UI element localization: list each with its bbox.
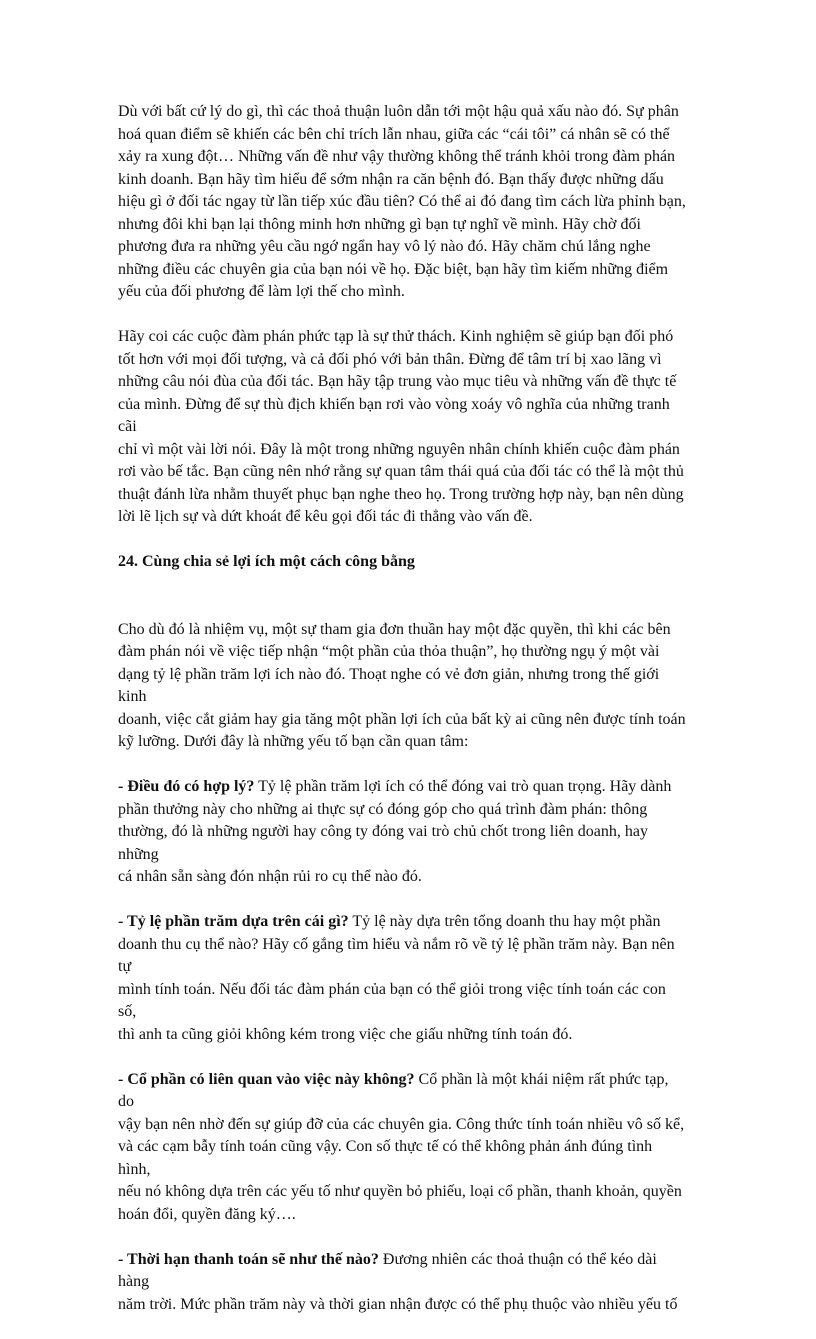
text-line <box>118 1249 688 1294</box>
list-item-percentage-basis <box>118 911 688 1046</box>
text-line: nhưng đôi khi bạn lại thông minh hơn những gì bạn tự nghĩ về mình. Hãy chờ đối <box>118 215 641 233</box>
item-text: Cổ phần là một khái niệm rất phức tạp, do <box>118 1070 669 1110</box>
text-line <box>118 911 688 934</box>
text-line: thì anh ta cũng giỏi không kém trong việc che giấu những tính toán đó. <box>118 1025 573 1043</box>
list-item-payment-term <box>118 1249 688 1317</box>
text-line: thường, đó là những người hay công ty đóng vai trò chủ chốt trong liên doanh, hay những <box>118 823 648 863</box>
text-line: kinh doanh. Bạn hãy tìm hiểu để sớm nhận ra căn bệnh đó. Bạn thấy được những dấu <box>118 170 664 188</box>
item-lead: - Thời hạn thanh toán sẽ như thế nào? <box>118 1250 379 1268</box>
item-text: Tỷ lệ phần trăm lợi ích có thể đóng vai trò quan trọng. Hãy dành <box>254 778 672 795</box>
section-heading: 24. Cùng chia sẻ lợi ích một cách công bằng <box>118 553 415 570</box>
text-line: thuật đánh lừa nhằm thuyết phục bạn nghe theo họ. Trong trường hợp này, bạn nên dùng <box>118 485 684 503</box>
text-line: Hãy coi các cuộc đàm phán phức tạp là sự thử thách. Kinh nghiệm sẽ giúp bạn đối phó <box>118 328 674 345</box>
text-line: dạng tỷ lệ phần trăm lợi ích nào đó. Thoạt nghe có vẻ đơn giản, nhưng trong thế giới kinh <box>118 665 660 705</box>
text-line: vậy bạn nên nhờ đến sự giúp đỡ của các chuyên gia. Công thức tính toán nhiều vô số kể, <box>118 1115 685 1133</box>
spacer <box>118 574 688 619</box>
text-line: mình tính toán. Nếu đối tác đàm phán của bạn có thể giỏi trong việc tính toán các con số, <box>118 980 666 1020</box>
item-lead: - Cổ phần có liên quan vào việc này không? <box>118 1070 415 1088</box>
text-line: doanh, việc cắt giảm hay gia tăng một phần lợi ích của bất kỳ ai cũng nên được tính toán <box>118 710 686 728</box>
text-line: Cho dù đó là nhiệm vụ, một sự tham gia đơn thuần hay một đặc quyền, thì khi các bên <box>118 620 671 638</box>
text-line: tốt hơn với mọi đối tượng, và cả đối phó với bản thân. Đừng để tâm trí bị xao lãng vì <box>118 350 662 368</box>
text-line: và các cạm bẫy tính toán cũng vậy. Con số thực tế có thể không phản ánh đúng tình hình, <box>118 1138 653 1178</box>
text-line: lời lẽ lịch sự và dứt khoát để kêu gọi đối tác đi thẳng vào vấn đề. <box>118 508 533 525</box>
item-text: Đương nhiên các thoả thuận có thể kéo dài hàng <box>118 1250 657 1290</box>
text-line: yếu của đối phương để làm lợi thế cho mình. <box>118 283 405 300</box>
text-line: rơi vào bế tắc. Bạn cũng nên nhớ rằng sự quan tâm thái quá của đối tác có thể là một thủ <box>118 463 684 480</box>
text-line: những câu nói đùa của đối tác. Bạn hãy tập trung vào mục tiêu và những vấn đề thực tế <box>118 373 677 390</box>
text-line: Dù với bất cứ lý do gì, thì các thoả thuận luôn dẫn tới một hậu quả xấu nào đó. Sự phân <box>118 103 679 120</box>
text-line: cá nhân sẵn sàng đón nhận rủi ro cụ thể nào đó. <box>118 868 422 885</box>
text-line: hoán đổi, quyền đăng ký…. <box>118 1205 296 1223</box>
document-page <box>118 101 688 1339</box>
text-line: năm trời. Mức phần trăm này và thời gian nhận được có thể phụ thuộc vào nhiều yếu tố <box>118 1295 678 1313</box>
item-lead: - Điều đó có hợp lý? <box>118 778 255 795</box>
text-line <box>118 776 688 799</box>
item-text: Tỷ lệ này dựa trên tổng doanh thu hay một phần <box>348 913 661 930</box>
list-item-reasonable <box>118 776 688 889</box>
text-line <box>118 1069 688 1114</box>
paragraph-intro <box>118 619 688 754</box>
text-line: phương đưa ra những yêu cầu ngớ ngẩn hay vô lý nào đó. Hãy chăm chú lắng nghe <box>118 238 651 255</box>
list-item-equity <box>118 1069 688 1227</box>
text-line: của mình. Đừng để sự thù địch khiến bạn rơi vào vòng xoáy vô nghĩa của những tranh cãi <box>118 395 670 435</box>
paragraph-consequences <box>118 101 688 304</box>
paragraph-challenge <box>118 326 688 529</box>
text-line: hoá quan điểm sẽ khiến các bên chỉ trích lẫn nhau, giữa các “cái tôi” cá nhân sẽ có thể <box>118 125 670 143</box>
text-line: doanh thu cụ thể nào? Hãy cố gắng tìm hiểu và nắm rõ về tỷ lệ phần trăm này. Bạn nên tự <box>118 935 675 975</box>
text-line: nếu nó không dựa trên các yếu tố như quyền bỏ phiếu, loại cổ phần, thanh khoản, quyền <box>118 1183 682 1200</box>
text-line: những điều các chuyên gia của bạn nói về họ. Đặc biệt, bạn hãy tìm kiếm những điểm <box>118 260 669 278</box>
text-line: xảy ra xung đột… Những vấn đề như vậy thường không thể tránh khỏi trong đàm phán <box>118 148 676 165</box>
text-line: đàm phán nói về việc tiếp nhận “một phần của thỏa thuận”, họ thường ngụ ý một vài <box>118 643 660 660</box>
text-line: hiệu gì ở đối tác ngay từ lần tiếp xúc đầu tiên? Có thể ai đó đang tìm cách lừa phỉnh bạn, <box>118 193 686 210</box>
text-line: kỹ lưỡng. Dưới đây là những yếu tố bạn cần quan tâm: <box>118 733 469 750</box>
text-line: phần thưởng này cho những ai thực sự có đóng góp cho quá trình đàm phán: thông <box>118 800 648 818</box>
item-lead: - Tỷ lệ phần trăm dựa trên cái gì? <box>118 913 349 930</box>
text-line: chỉ vì một vài lời nói. Đây là một trong những nguyên nhân chính khiến cuộc đàm phán <box>118 440 680 458</box>
